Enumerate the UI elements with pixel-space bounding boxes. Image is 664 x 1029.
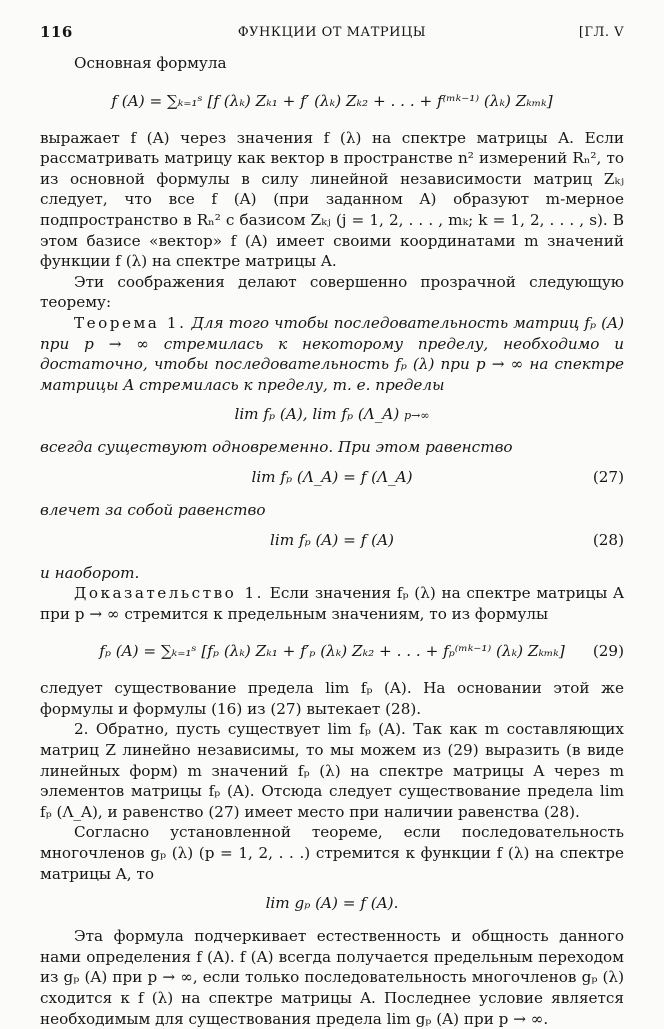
theorem-label: Теорема 1.: [74, 313, 187, 332]
paragraph-follows-limit: следует существование предела lim fₚ (A). На основании этой же формулы и формулы (16) из (27) вытекает (28).: [40, 679, 624, 718]
equation-polynomial-limit-text: lim gₚ (A) = f (A).: [265, 894, 399, 913]
paragraph-intro: Основная формула: [74, 54, 227, 72]
paragraph-transition: Эти соображения делают совершенно прозрачной следующую теорему:: [40, 272, 624, 312]
proof-1: [40, 583, 624, 624]
equation-27-number: (27): [592, 467, 624, 486]
equation-polynomial-limit: [40, 888, 624, 922]
paragraph-implies: влечет за собой равенство: [40, 500, 266, 519]
theorem-1: [40, 313, 624, 395]
running-title: ФУНКЦИИ ОТ МАТРИЦЫ: [237, 25, 427, 40]
equation-27-text: lim fₚ (Λ_A) = f (Λ_A): [251, 467, 413, 486]
paragraph-conversely: и наоборот.: [40, 563, 140, 582]
paragraph-converse-proof: 2. Обратно, пусть существует lim fₚ (A). Так как m составляющих матриц Z линейно независимы, то мы можем из (29) выразить (в виде линейных форм) m значений fₚ (λ) на спектре матрицы A через m элементов матрицы fₚ (A). Отсюда следует существование предела lim fₚ (Λ_A), и равенство (27) имеет место при наличии равенства (28).: [40, 720, 624, 821]
equation-main-formula: [40, 78, 624, 124]
paragraph-polynomials: Согласно установленной теореме, если последовательность многочленов gₚ (λ) (p = 1, 2, . . .) стремится к функции f (λ) на спектре матрицы A, то: [40, 823, 624, 883]
proof-label: Доказательство 1.: [74, 584, 264, 603]
proof-text: Если значения fₚ (λ) на спектре матрицы A при p → ∞ стремится к предельным значениям, то из формулы: [40, 584, 624, 623]
equation-29-number: (29): [592, 642, 624, 661]
theorem-text: Для того чтобы последовательность матриц fₚ (A) при p → ∞ стремилась к некоторому пределу, необходимо и достаточно, чтобы последовательность fₚ (λ) при p → ∞ на спектре матрицы A стремилась к пределу, т. е. пределы: [40, 313, 625, 394]
page-header: [40, 22, 624, 46]
paragraph-conclusion: Эта формула подчеркивает естественность и общность данного нами определения f (A). f (A) всегда получается предельным переходом из gₚ (A) при p → ∞, если только последовательность многочленов gₚ (λ) сходится к f (λ) на спектре матрицы A. Последнее условие является необходимым для существования предела lim gₚ (A) при p → ∞.: [40, 927, 624, 1028]
equation-28-number: (28): [592, 530, 624, 549]
page-number: 116: [40, 23, 73, 41]
equation-limits-text: lim fₚ (A), lim fₚ (Λ_A): [234, 405, 400, 424]
equation-27: [40, 462, 624, 496]
paragraph-vector-space: выражает f (A) через значения f (λ) на спектре матрицы A. Если рассматривать матрицу как вектор в пространстве n² измерений Rₙ², то из основной формулы в силу линейной независимости матриц Zₖⱼ следует, что все f (A) (при заданном A) образуют m-мерное подпространство в Rₙ² с базисом Zₖⱼ (j = 1, 2, . . . , mₖ; k = 1, 2, . . . , s). В этом базисе «вектор» f (A) имеет своими координатами m значений функции f (λ) на спектре матрицы A.: [40, 128, 624, 271]
equation-limits: [40, 399, 624, 433]
paragraph-always-exist: всегда существуют одновременно. При этом равенство: [40, 438, 513, 457]
equation-29: [40, 628, 624, 674]
equation-28-text: lim fₚ (A) = f (A): [270, 530, 394, 549]
chapter-label: [ГЛ. V: [578, 25, 624, 40]
equation-28: [40, 525, 624, 559]
equation-29-text: fₚ (A) = ∑ₖ₌₁ˢ [fₚ (λₖ) Zₖ₁ + f′ₚ (λₖ) Zₖ₂ + . . . + fₚ⁽ᵐᵏ⁻¹⁾ (λₖ) Zₖₘₖ]: [99, 642, 565, 661]
equation-limits-sub: p→∞: [404, 409, 430, 423]
page-body: [40, 53, 624, 1029]
equation-main-formula-text: f (A) = ∑ₖ₌₁ˢ [f (λₖ) Zₖ₁ + f′ (λₖ) Zₖ₂ + . . . + f⁽ᵐᵏ⁻¹⁾ (λₖ) Zₖₘₖ]: [111, 91, 553, 110]
